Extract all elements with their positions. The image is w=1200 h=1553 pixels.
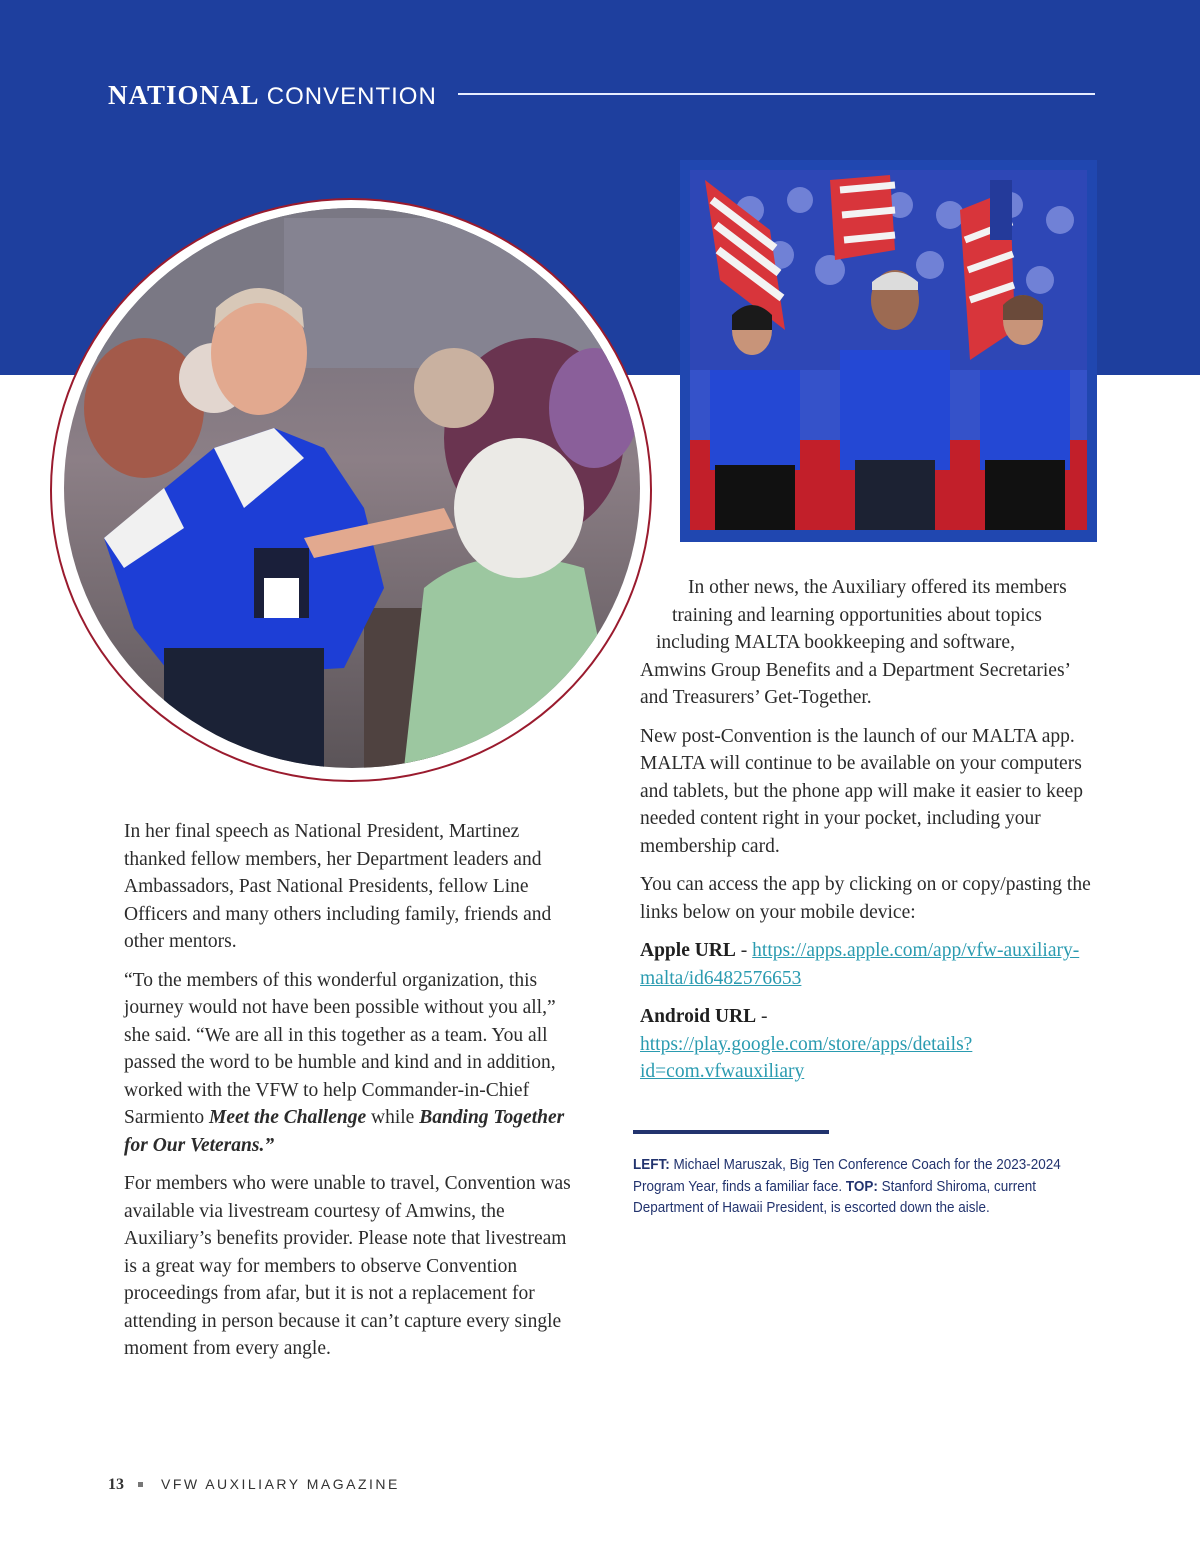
apple-url-label: Apple URL bbox=[640, 940, 736, 961]
header-rule bbox=[458, 93, 1095, 95]
section-header bbox=[108, 78, 437, 114]
photo-man-vfw-shirt-icon bbox=[64, 208, 640, 768]
right-p1-line: including MALTA bookkeeping and software, bbox=[656, 632, 1015, 653]
caption-top-text: Stanford Shiroma, current Department of Hawaii President, is escorted down the aisle. bbox=[633, 1178, 1037, 1216]
top-photo bbox=[690, 170, 1087, 530]
apple-url-dash: - bbox=[735, 940, 753, 961]
android-url-link[interactable]: https://play.google.com/store/apps/details?id=com.vfwauxiliary bbox=[640, 1033, 973, 1082]
right-p1-line: Amwins Group Benefits and a Department Secretaries’ bbox=[640, 659, 1072, 681]
left-paragraph-2 bbox=[124, 967, 574, 1160]
right-column bbox=[640, 574, 1095, 1097]
left-paragraph-1: In her final speech as National President, Martinez thanked fellow members, her Department leaders and Ambassadors, Past National Presidents, fellow Line Officers and many others including family, friends and other mentors. bbox=[124, 821, 552, 952]
photo-caption bbox=[633, 1155, 1084, 1220]
left-photo bbox=[64, 208, 640, 768]
android-url-label: Android URL bbox=[640, 1006, 757, 1027]
android-url-dash: - bbox=[756, 1006, 768, 1027]
apple-url-line bbox=[640, 937, 1095, 992]
section-header-light: CONVENTION bbox=[266, 83, 437, 110]
android-url-line bbox=[640, 1003, 1095, 1086]
caption-left-text: Michael Maruszak, Big Ten Conference Coach for the 2023-2024 Program Year, finds a familiar face. bbox=[633, 1157, 1061, 1195]
quote-emphasis-2: Banding Together for Our Veterans.” bbox=[124, 1107, 565, 1156]
quote-mid: while bbox=[366, 1107, 420, 1128]
caption-top-label: TOP: bbox=[845, 1178, 878, 1195]
apple-url-link[interactable]: https://apps.apple.com/app/vfw-auxiliary-malta/id6482576653 bbox=[640, 940, 1080, 989]
right-paragraph-2: New post-Convention is the launch of our MALTA app. MALTA will continue to be available on your computers and tablets, but the phone app will make it easier to keep needed content right in your pocket, including your membership card. bbox=[640, 725, 1083, 857]
right-paragraph-3: You can access the app by clicking on or copy/pasting the links below on your mobile device: bbox=[640, 874, 1091, 923]
caption-rule bbox=[633, 1130, 829, 1134]
footer-separator bbox=[138, 1482, 143, 1487]
section-header-strong: NATIONAL bbox=[108, 80, 260, 110]
right-paragraph-1 bbox=[640, 574, 1095, 712]
magazine-name: VFW AUXILIARY MAGAZINE bbox=[161, 1476, 400, 1492]
right-p1-line: In other news, the Auxiliary offered its members bbox=[688, 577, 1067, 598]
quote-start: “To the members of this wonderful organization, this journey would not have been possible without you all,” she said. “We are all in this together as a team. You all passed the word to be humble and kind and in addition, worked with the VFW to help Commander-in-Chief Sarmiento bbox=[124, 969, 556, 1128]
left-column bbox=[124, 818, 574, 1374]
right-p1-line: training and learning opportunities about topics bbox=[672, 604, 1042, 626]
quote-emphasis-1: Meet the Challenge bbox=[209, 1107, 367, 1128]
left-paragraph-3: For members who were unable to travel, Convention was available via livestream courtesy of Amwins, the Auxiliary’s benefits provider. Please note that livestream is a great way for members to observe Convention proceedings from afar, but it is not a replacement for attending in person because it can’t capture every single moment from every angle. bbox=[124, 1173, 571, 1359]
page-footer bbox=[108, 1474, 400, 1495]
page-number: 13 bbox=[108, 1476, 124, 1493]
caption-left-label: LEFT: bbox=[633, 1157, 670, 1173]
right-p1-line: and Treasurers’ Get-Together. bbox=[640, 687, 872, 708]
photo-color-guard-icon bbox=[690, 170, 1087, 530]
